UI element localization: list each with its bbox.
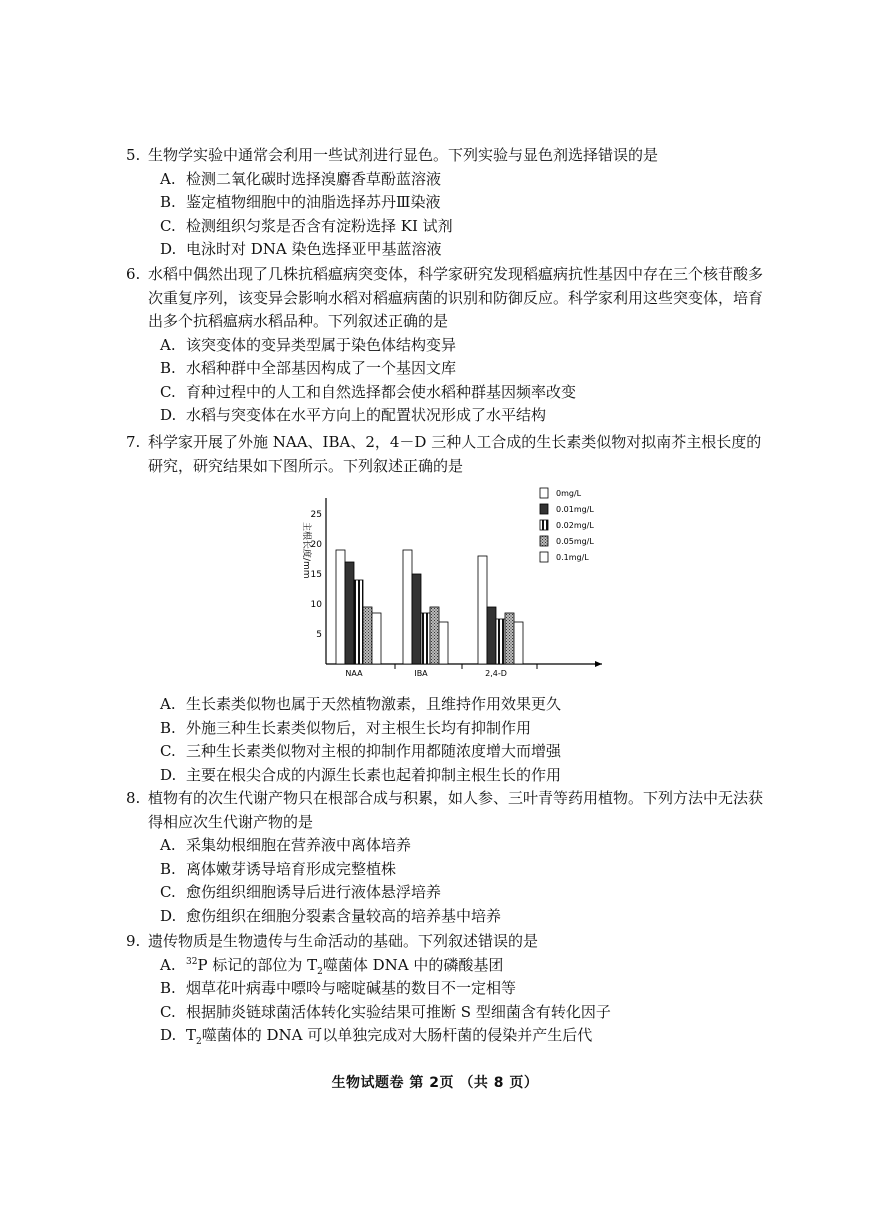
bar (496, 619, 505, 664)
option-d: D. 愈伤组织在细胞分裂素含量较高的培养基中培养 (160, 906, 502, 925)
y-tick-label: 10 (310, 600, 322, 610)
bar (505, 613, 514, 664)
x-tick-label: NAA (345, 669, 363, 678)
bar (403, 550, 412, 664)
question-number: 8. (126, 789, 141, 807)
y-tick-label: 25 (310, 510, 322, 520)
question-6 (126, 263, 766, 428)
question-number: 6. (126, 265, 141, 283)
question-stem: 遗传物质是生物遗传与生命活动的基础。下列叙述错误的是 (148, 932, 539, 950)
question-stem: 植物有的次生代谢产物只在根部合成与积累，如人参、三叶青等药用植物。下列方法中无法获得相应次生代谢产物的是 (148, 789, 764, 831)
x-tick-label: 2,4-D (485, 669, 507, 678)
x-axis-arrow (595, 661, 602, 667)
option-b: B. 水稻种群中全部基因构成了一个基因文库 (160, 359, 457, 377)
bar (421, 613, 430, 664)
bar (363, 607, 372, 664)
bar (478, 556, 487, 664)
legend-label: 0.1mg/L (556, 553, 589, 562)
question-number: 9. (126, 932, 141, 950)
option-a: A. 生长素类似物也属于天然植物激素，且维持作用效果更久 (160, 695, 562, 713)
bar (336, 550, 345, 664)
option-d: D. $T_2$噬菌体的 DNA 可以单独完成对大肠杆菌的侵染并产生后代 (160, 1026, 593, 1047)
option-b: B. 外施三种生长素类似物后，对主根生长均有抑制作用 (160, 718, 532, 737)
question-stem: 生物学实验中通常会利用一些试剂进行显色。下列实验与显色剂选择错误的是 (148, 146, 659, 164)
option-b: B. 烟草花叶病毒中嘌呤与嘧啶碱基的数目不一定相等 (160, 979, 517, 997)
y-tick-label: 20 (310, 540, 322, 550)
option-a: A. 采集幼根细胞在营养液中离体培养 (160, 836, 412, 854)
page-footer: 生物试题卷 第 2页 （共 8 页） (331, 1075, 539, 1091)
question-8 (126, 787, 766, 928)
option-d: D. 水稻与突变体在水平方向上的配置状况形成了水平结构 (160, 406, 547, 424)
option-c: C. 检测组织匀浆是否含有淀粉选择 KI 试剂 (160, 216, 453, 235)
bar (514, 622, 523, 664)
y-tick-label: 5 (316, 630, 322, 640)
option-b: B. 离体嫩芽诱导培育形成完整植株 (160, 859, 397, 878)
option-c: C. 三种生长素类似物对主根的抑制作用都随浓度增大而增强 (160, 742, 562, 760)
bar (430, 607, 439, 664)
root-length-bar-chart (290, 482, 610, 682)
question-7-options (126, 693, 766, 787)
bar (354, 580, 363, 664)
legend-swatch (540, 520, 548, 530)
x-tick-label: IBA (414, 669, 428, 678)
legend-label: 0.01mg/L (556, 505, 594, 514)
legend-swatch (540, 552, 548, 562)
option-c: C. 育种过程中的人工和自然选择都会使水稻种群基因频率改变 (160, 382, 577, 401)
question-stem: 水稻中偶然出现了几株抗稻瘟病突变体，科学家研究发现稻瘟病抗性基因中存在三个核苷酸多次重复序列，该变异会影响水稻对稻瘟病菌的识别和防御反应。科学家利用这些突变体，培育出多个抗稻瘟病水稻品种。下列叙述正确的是 (148, 265, 764, 330)
y-tick-label: 15 (310, 570, 322, 580)
legend-label: 0.02mg/L (556, 521, 594, 530)
option-b: B. 鉴定植物细胞中的油脂选择苏丹Ⅲ染液 (160, 193, 441, 211)
option-a: A. 该突变体的变异类型属于染色体结构变异 (160, 335, 457, 354)
bar (372, 613, 381, 664)
question-stem: 科学家开展了外施 NAA、IBA、2，4－D 三种人工合成的生长素类似物对拟南芥主根长度的研究，研究结果如下图所示。下列叙述正确的是 (148, 433, 762, 475)
y-axis-label: 主根长度/mm (301, 522, 311, 579)
question-5 (126, 144, 766, 262)
legend-swatch (540, 536, 548, 546)
bar (439, 622, 448, 664)
legend-label: 0mg/L (556, 489, 582, 498)
legend-swatch (540, 504, 548, 514)
option-d: D. 电泳时对 DNA 染色选择亚甲基蓝溶液 (160, 240, 442, 258)
question-number: 7. (126, 433, 141, 451)
question-7 (126, 431, 766, 478)
option-a: A. 检测二氧化碳时选择溴麝香草酚蓝溶液 (160, 169, 442, 188)
option-c: C. 愈伤组织细胞诱导后进行液体悬浮培养 (160, 883, 442, 901)
option-a: A. $^{32}$P 标记的部位为 $T_2$噬菌体 DNA 中的磷酸基团 (160, 955, 504, 977)
bar (412, 574, 421, 664)
option-d: D. 主要在根尖合成的内源生长素也起着抑制主根生长的作用 (160, 765, 562, 784)
question-number: 5. (126, 146, 141, 164)
legend-label: 0.05mg/L (556, 537, 594, 546)
legend-swatch (540, 488, 548, 498)
option-c: C. 根据肺炎链球菌活体转化实验结果可推断 S 型细菌含有转化因子 (160, 1002, 611, 1021)
bar (345, 562, 354, 664)
bar (487, 607, 496, 664)
question-9 (126, 930, 766, 1048)
